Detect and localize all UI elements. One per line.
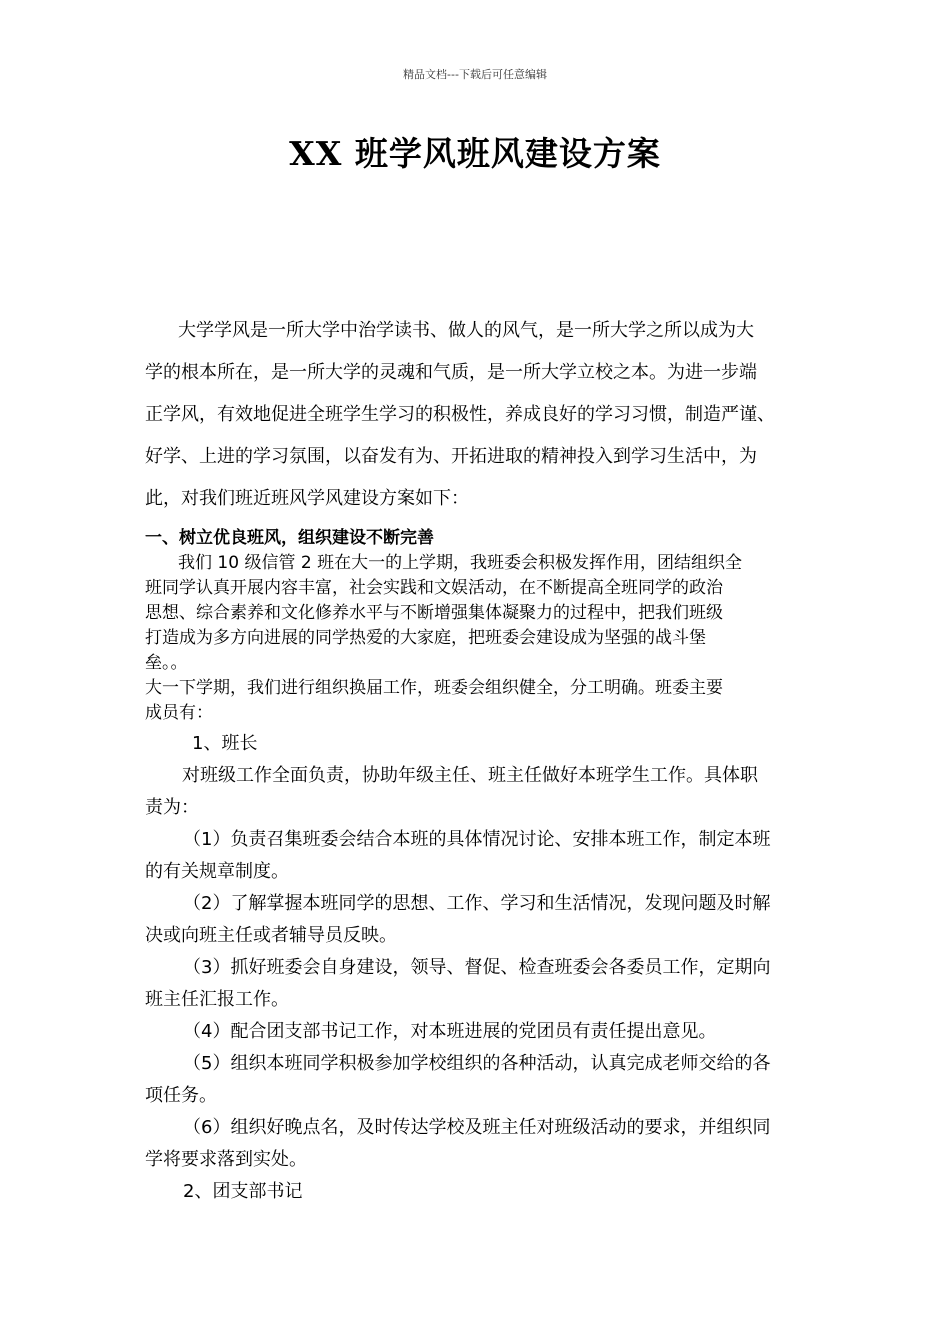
duty-item-line: 班主任汇报工作。 [145, 989, 289, 1010]
subsection-heading: 2、团支部书记 [183, 1181, 303, 1202]
duty-item-line: （1）负责召集班委会结合本班的具体情况讨论、安排本班工作，制定本班 [183, 829, 771, 850]
paragraph-line: 我们 10 级信管 2 班在大一的上学期，我班委会积极发挥作用，团结组织全 [178, 553, 743, 573]
duty-item-line: （5）组织本班同学积极参加学校组织的各种活动，认真完成老师交给的各 [183, 1053, 771, 1074]
paragraph-line: 垒。。 [145, 653, 188, 673]
page-header: 精品文档---下载后可任意编辑 [403, 68, 547, 81]
duty-item-line: （3）抓好班委会自身建设，领导、督促、检查班委会各委员工作，定期向 [183, 957, 771, 978]
paragraph-line: 班同学认真开展内容丰富，社会实践和文娱活动，在不断提高全班同学的政治 [145, 578, 723, 598]
intro-line: 大学学风是一所大学中治学读书、做人的风气，是一所大学之所以成为大 [178, 320, 754, 341]
duty-line: 对班级工作全面负责，协助年级主任、班主任做好本班学生工作。具体职 [182, 765, 758, 786]
duty-item-line: （2）了解掌握本班同学的思想、工作、学习和生活情况，发现问题及时解 [183, 893, 771, 914]
paragraph-line: 大一下学期，我们进行组织换届工作，班委会组织健全，分工明确。班委主要 [145, 678, 723, 698]
subsection-heading: 1、班长 [192, 733, 258, 754]
intro-line: 学的根本所在，是一所大学的灵魂和气质，是一所大学立校之本。为进一步端 [145, 362, 757, 383]
intro-line: 此，对我们班近班风学风建设方案如下： [145, 488, 469, 509]
duty-item-line: 项任务。 [145, 1085, 217, 1106]
duty-item-line: （4）配合团支部书记工作，对本班进展的党团员有责任提出意见。 [183, 1021, 717, 1042]
paragraph-line: 打造成为多方向进展的同学热爱的大家庭，把班委会建设成为坚强的战斗堡 [145, 628, 706, 648]
paragraph-line: 成员有： [145, 703, 213, 723]
intro-line: 正学风，有效地促进全班学生学习的积极性，养成良好的学习习惯，制造严谨、 [145, 404, 775, 425]
paragraph-line: 思想、综合素养和文化修养水平与不断增强集体凝聚力的过程中，把我们班级 [145, 603, 723, 623]
duty-item-line: 的有关规章制度。 [145, 861, 289, 882]
document-title: XX 班学风班风建设方案 [289, 134, 661, 173]
section-heading: 一、树立优良班风，组织建设不断完善 [145, 528, 434, 548]
duty-line: 责为： [145, 797, 199, 818]
duty-item-line: 决或向班主任或者辅导员反映。 [145, 925, 397, 946]
intro-line: 好学、上进的学习氛围，以奋发有为、开拓进取的精神投入到学习生活中，为 [145, 446, 757, 467]
duty-item-line: （6）组织好晚点名，及时传达学校及班主任对班级活动的要求，并组织同 [183, 1117, 771, 1138]
duty-item-line: 学将要求落到实处。 [145, 1149, 307, 1170]
